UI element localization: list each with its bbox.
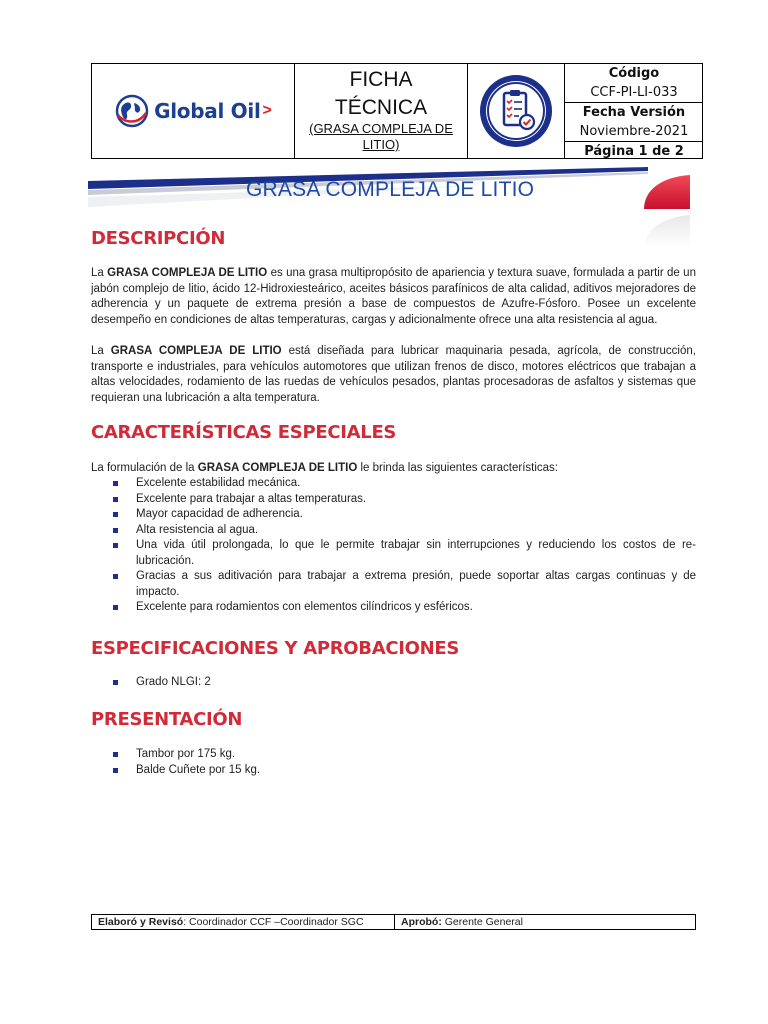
presentacion-list [113,747,696,778]
section-heading-presentacion: PRESENTACIÓN [91,709,243,730]
title-line-1: FICHA [349,68,413,91]
section-heading-caracteristicas: CARACTERÍSTICAS ESPECIALES [91,422,397,443]
logo-text: Global Oil [154,99,261,123]
elaboro-label: Elaboró y Revisó [98,916,184,928]
descripcion-paragraph-1 [91,266,696,328]
elaboro-value: : Coordinador CCF –Coordinador SGC [183,916,364,928]
product-name: GRASA COMPLEJA DE LITIO [110,345,282,357]
section-heading-especificaciones: ESPECIFICACIONES Y APROBACIONES [91,638,460,659]
text: La formulación de la [91,462,198,474]
page-number: Página 1 de 2 [565,141,703,161]
logo-arrow: > [262,102,272,119]
elaboro-cell [92,915,395,929]
fecha-value: Noviembre-2021 [579,124,689,139]
text: La [91,345,111,357]
list-item: Grado NLGI: 2 [113,675,696,691]
list-item: Una vida útil prolongada, lo que le permite trabajar sin interrupciones y reduciendo los costos de re-lubricación. [113,538,696,569]
text: La [91,267,108,279]
codigo-label: Código [608,66,660,81]
document-header [91,63,703,159]
document-meta [565,64,703,158]
list-item: Excelente para rodamientos con elementos cilíndricos y esféricos. [113,600,696,616]
text: le brinda las siguientes características: [357,462,559,474]
descripcion-paragraph-2 [91,344,696,406]
caracteristicas-intro [91,461,696,477]
fecha-label: Fecha Versión [565,102,703,122]
list-item: Tambor por 175 kg. [113,747,696,763]
list-item: Excelente para trabajar a altas temperaturas. [113,492,696,508]
checklist-emblem [468,64,564,158]
title-line-2: TÉCNICA [334,96,428,119]
list-item: Mayor capacidad de adherencia. [113,507,696,523]
product-name: GRASA COMPLEJA DE LITIO [107,267,268,279]
especificaciones-list [113,675,696,691]
list-item: Gracias a sus aditivación para trabajar a extrema presión, puede soportar altas cargas continuas y de impacto. [113,569,696,600]
codigo-value: CCF-PI-LI-033 [590,85,678,100]
decorative-shape [644,175,690,247]
list-item: Alta resistencia al agua. [113,523,696,539]
aprobo-label: Aprobó: [401,916,442,928]
caracteristicas-list [113,476,696,616]
text: es una grasa multipropósito de apariencia y textura suave, formulada a partir de un jabón complejo de litio, ácido 12-Hidroxiesteárico, aceites básicos parafínicos de alta calidad, aditivos mejoradores de adherencia y un paquete de extrema presión a base de compuestos de Azufre-Fósforo. Posee un excelente desempeño en condiciones de altas temperaturas, cargas y adicionalmente ofrece una alta resistencia al agua. [91,267,696,326]
list-item: Balde Cuñete por 15 kg. [113,763,696,779]
product-name: GRASA COMPLEJA DE LITIO [197,462,358,474]
document-title [295,64,467,158]
aprobo-value: Gerente General [441,916,523,928]
aprobo-cell [395,915,523,929]
document-subtitle: (GRASA COMPLEJA DE LITIO) [309,121,453,152]
section-heading-descripcion: DESCRIPCIÓN [91,228,226,249]
globe-logo-icon [114,93,150,129]
list-item: Excelente estabilidad mecánica. [113,476,696,492]
approval-footer [91,914,696,930]
text: está diseñada para lubricar maquinaria pesada, agrícola, de construcción, transporte e industriales, para vehículos automotores que utilizan frenos de disco, motores eléctricos que trabajan a altas velocidades, rodamiento de las ruedas de vehículos pesados, plantas procesadoras de asfaltos y sistemas que requieran una lubricación a alta temperatura. [91,345,696,404]
clipboard-check-icon [478,73,554,149]
banner-title: GRASA COMPLEJA DE LITIO [246,178,535,201]
company-logo [92,64,294,158]
